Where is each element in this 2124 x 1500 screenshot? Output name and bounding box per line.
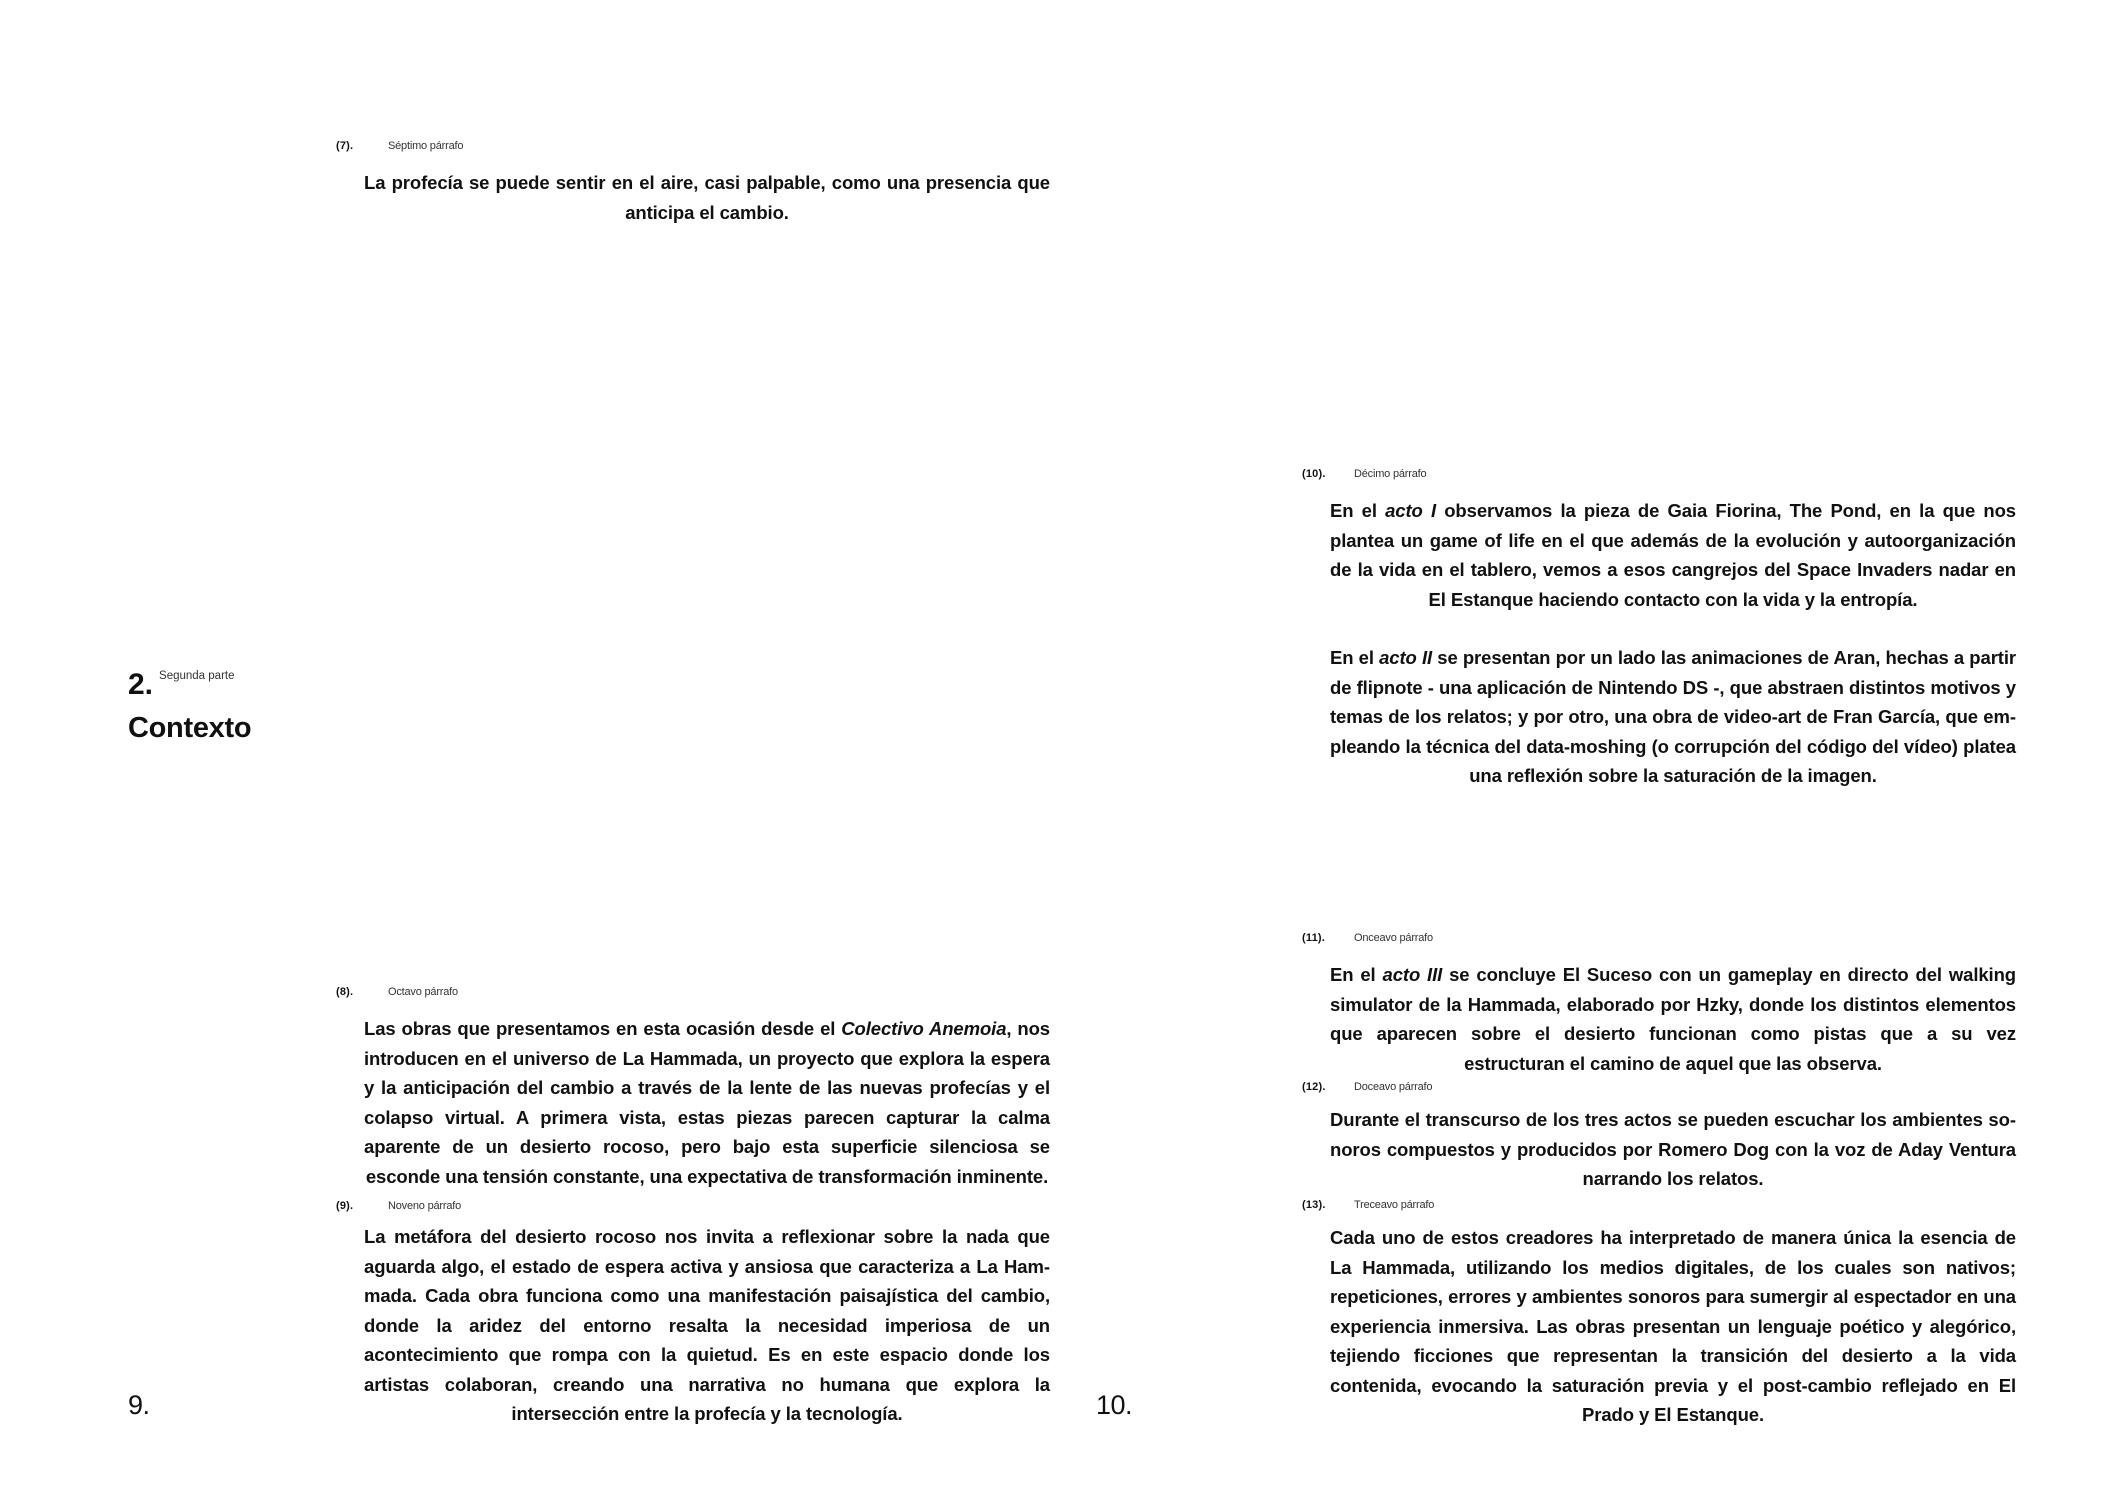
paragraph-label: Treceavo párrafo <box>1354 1199 1435 1211</box>
page-number: 10. <box>1096 1390 1133 1420</box>
paragraph-text <box>364 168 1050 227</box>
paragraph-number: (8). <box>336 986 354 998</box>
paragraph-header <box>1302 928 2016 950</box>
paragraph-12 <box>1302 1077 2016 1194</box>
paragraph-label: Séptimo párrafo <box>388 140 464 152</box>
paragraph-text <box>1330 960 2016 1078</box>
paragraph-text <box>364 1222 1050 1429</box>
paragraph-text-content: En el acto III se concluye El Suceso con un gameplay en directo del walking simulator de la Hammada, elaborado por Hzky, donde los distintos elementos que aparecen sobre el desierto funcionan como pistas que a su vez estructuran el camino de aquel que las observa. <box>1330 964 2016 1074</box>
paragraph-number: (10). <box>1302 468 1326 480</box>
section-marker <box>128 668 234 702</box>
paragraph-13 <box>1302 1195 2016 1430</box>
paragraph-label: Noveno párrafo <box>388 1200 462 1212</box>
paragraph-9 <box>336 1196 1050 1429</box>
paragraph-8 <box>336 982 1050 1191</box>
paragraph-text-content: La profecía se puede sentir en el aire, casi palpable, como una presencia que anticipa el cambio. <box>364 172 1050 223</box>
paragraph-number: (11). <box>1302 932 1326 944</box>
paragraph-label: Onceavo párrafo <box>1354 932 1433 944</box>
paragraph-text-content: Las obras que presentamos en esta ocasión desde el Colectivo Anemoia, nos introducen en el universo de La Hammada, un proyecto que explora la espera y la anticipación del cambio a través de la lente de las nuevas profecías y el colapso virtual. A primera vista, estas piezas parecen capturar la calma aparente de un desierto rocoso, pero bajo esta superficie silenciosa se esconde una tensión constante, una expectativa de transformación inminente. <box>364 1018 1050 1187</box>
paragraph-header <box>336 136 1050 158</box>
paragraph-text-content: En el acto II se presentan por un lado las animaciones de Aran, hechas a partir de flipnote - una aplicación de Nintendo DS -, que abstraen distintos motivos y temas de los relatos; y por otro, una obra de video-art de Fran García, que empleando la técnica del data-moshing (o corrupción del código del vídeo) platea una reflexión sobre la saturación de la imagen. <box>1330 647 2016 786</box>
paragraph-text-content: La metáfora del desierto rocoso nos invita a reflexionar sobre la nada que aguarda algo, el estado de espera activa y ansiosa que caracteriza a La Hammada. Cada obra funciona como una manifestación paisajística del cambio, donde la aridez del entorno resalta la necesidad imperiosa de un acontecimiento que rompa con la quietud. Es en este espacio donde los artistas colaboran, creando una narrativa no humana que explora la intersección entre la profecía y la tecnología. <box>364 1226 1050 1424</box>
paragraph-number: (7). <box>336 140 354 152</box>
section-title: Contexto <box>128 712 252 744</box>
right-page <box>1062 0 2124 1500</box>
paragraph-label: Décimo párrafo <box>1354 468 1427 480</box>
paragraph-text <box>1330 1223 2016 1430</box>
act-name: acto III <box>1382 964 1443 985</box>
paragraph-text <box>364 1014 1050 1191</box>
paragraph-header <box>1302 1195 2016 1217</box>
section-label: Segunda parte <box>159 670 235 682</box>
paragraph-10 <box>1302 464 2016 791</box>
paragraph-label: Octavo párrafo <box>388 986 458 998</box>
paragraph-7 <box>336 136 1050 227</box>
collective-name: Colectivo Anemoia <box>841 1018 1007 1039</box>
paragraph-text-content: En el acto I observamos la pieza de Gaia Fiorina, The Pond, en la que nos plantea un game of life en el que además de la evolución y autoorganización de la vida en el tablero, vemos a esos cangrejos del Space Invaders nadar en El Estanque haciendo contacto con la vida y la entropía. <box>1330 500 2016 610</box>
act-name: acto I <box>1385 500 1437 521</box>
paragraph-header <box>1302 464 2016 486</box>
section-number: 2. <box>128 668 154 701</box>
paragraph-header <box>336 982 1050 1004</box>
paragraph-header <box>336 1196 1050 1218</box>
paragraph-number: (13). <box>1302 1199 1326 1211</box>
paragraph-number: (9). <box>336 1200 354 1212</box>
paragraph-header <box>1302 1077 2016 1099</box>
paragraph-text <box>1330 496 2016 791</box>
paragraph-text-content: Cada uno de estos creadores ha interpretado de manera única la esencia de La Hammada, utilizando los medios digitales, de los cuales son nativos; repeticiones, errores y ambientes sonoros para sumergir al espectador en una experiencia inmersiva. Las obras presentan un lenguaje poético y alegórico, tejiendo ficciones que representan la transición del desierto a la vida contenida, evocando la saturación previa y el post-cambio reflejado en El Prado y El Estanque. <box>1330 1227 2016 1425</box>
paragraph-text-content: Durante el transcurso de los tres actos se pueden escuchar los ambientes sonoros compuestos y producidos por Romero Dog con la voz de Aday Ventura narrando los relatos. <box>1330 1109 2016 1189</box>
paragraph-number: (12). <box>1302 1081 1326 1093</box>
paragraph-label: Doceavo párrafo <box>1354 1081 1433 1093</box>
paragraph-11 <box>1302 928 2016 1078</box>
act-name: acto II <box>1379 647 1433 668</box>
paragraph-text <box>1330 1105 2016 1194</box>
page-number: 9. <box>128 1390 150 1420</box>
